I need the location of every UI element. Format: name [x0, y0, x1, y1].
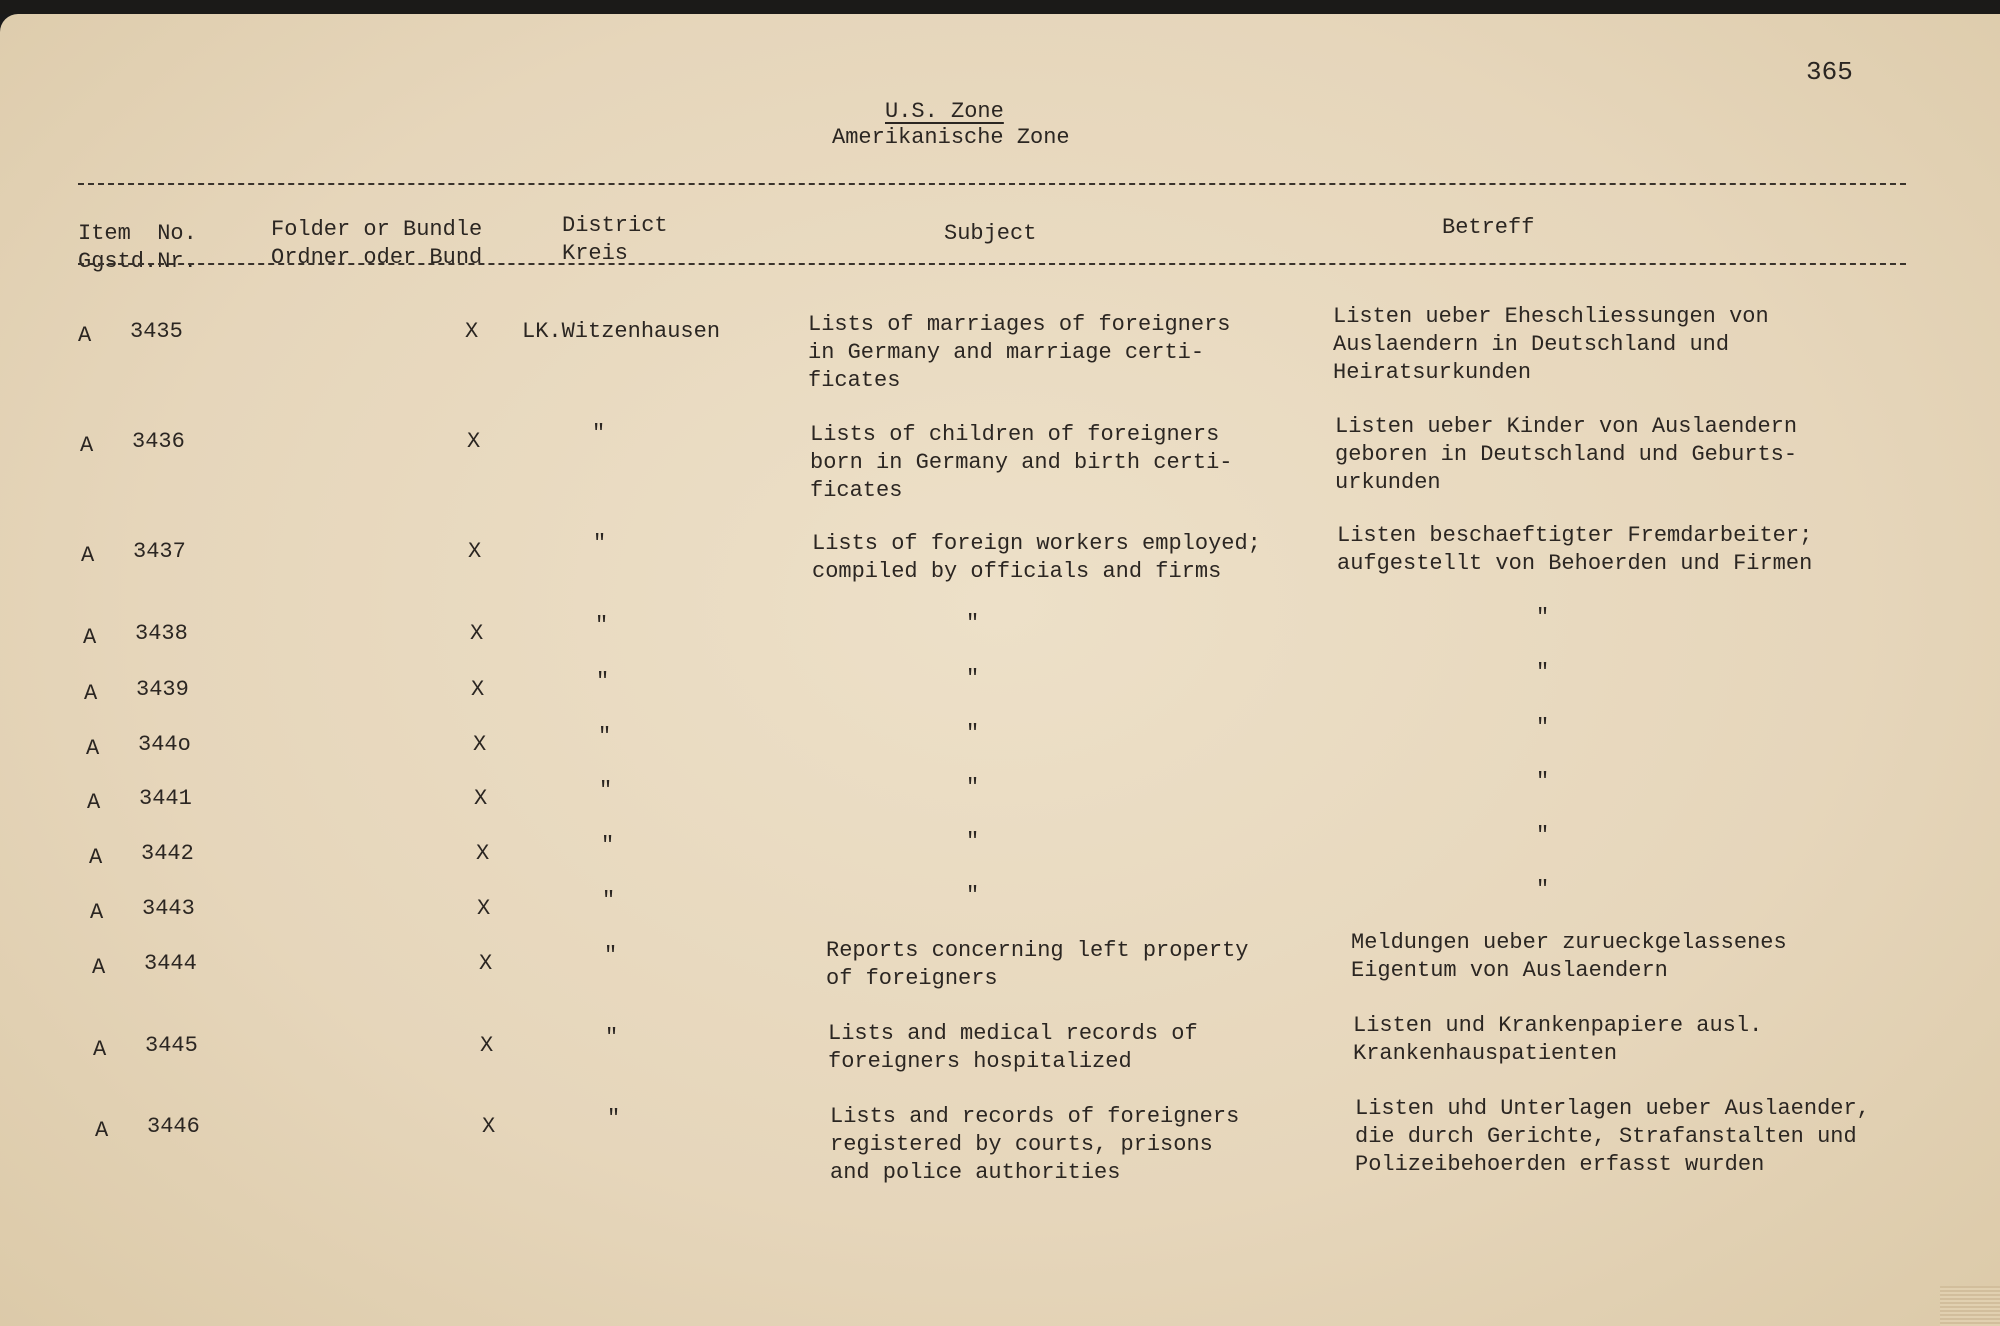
row-item-number: 3445: [145, 1033, 198, 1058]
row-betreff: ": [1536, 877, 1550, 902]
row-betreff: ": [1536, 605, 1550, 630]
row-betreff: Listen ueber Kinder von Auslaendern geboren in Deutschland und Geburts- urkunden: [1335, 414, 1798, 495]
row-subject: ": [966, 883, 980, 908]
header-district: District: [562, 213, 668, 238]
row-subject: ": [966, 829, 980, 854]
row-betreff: ": [1536, 660, 1550, 685]
row-folder: X: [476, 841, 490, 866]
page-number: 365: [1806, 57, 1853, 87]
row-district: ": [592, 421, 606, 446]
row-district: ": [595, 613, 609, 638]
header-folder: Folder or Bundle: [271, 217, 483, 242]
row-letter: A: [89, 845, 103, 870]
header-ggstd: Ggstd.Nr.: [78, 249, 197, 274]
row-item-number: 3439: [136, 677, 189, 702]
row-item-number: 3436: [132, 429, 185, 454]
row-letter: A: [84, 681, 98, 706]
row-folder: X: [482, 1114, 496, 1139]
row-district: ": [598, 724, 612, 749]
row-folder: X: [477, 896, 491, 921]
row-letter: A: [78, 323, 92, 348]
row-item-number: 3446: [147, 1114, 200, 1139]
top-dark-edge: [0, 0, 2000, 14]
row-folder: X: [470, 621, 484, 646]
row-subject: ": [966, 721, 980, 746]
header-top-divider: [78, 183, 1906, 185]
row-item-number: 3437: [133, 539, 186, 564]
row-district: ": [599, 778, 613, 803]
row-betreff: ": [1536, 823, 1550, 848]
row-folder: X: [467, 429, 481, 454]
row-subject: Lists of foreign workers employed; compiled by officials and firms: [812, 531, 1261, 584]
header-betreff: Betreff: [1442, 215, 1535, 240]
row-folder: X: [465, 319, 479, 344]
row-folder: X: [473, 732, 487, 757]
row-district: LK.Witzenhausen: [522, 319, 721, 344]
row-betreff: Listen beschaeftigter Fremdarbeiter; aufgestellt von Behoerden und Firmen: [1337, 523, 1813, 576]
row-subject: Lists of children of foreigners born in Germany and birth certi- ficates: [810, 422, 1233, 503]
row-letter: A: [81, 543, 95, 568]
row-letter: A: [92, 955, 106, 980]
row-letter: A: [93, 1037, 107, 1062]
row-betreff: ": [1536, 769, 1550, 794]
row-folder: X: [474, 786, 488, 811]
row-folder: X: [480, 1033, 494, 1058]
header-ordner: Ordner oder Bund: [271, 245, 483, 270]
row-letter: A: [80, 433, 94, 458]
row-subject: ": [966, 666, 980, 691]
row-district: ": [601, 833, 615, 858]
row-subject: Lists and records of foreigners registered by courts, prisons and police authorities: [830, 1104, 1240, 1185]
row-folder: X: [468, 539, 482, 564]
row-subject: ": [966, 611, 980, 636]
row-item-number: 3441: [139, 786, 192, 811]
row-letter: A: [95, 1118, 109, 1143]
header-kreis: Kreis: [562, 241, 629, 266]
row-letter: A: [86, 736, 100, 761]
row-district: ": [593, 531, 607, 556]
row-district: ": [596, 669, 610, 694]
page-stack-edge: [1940, 1286, 2000, 1326]
title-amerikanische-zone: Amerikanische Zone: [832, 125, 1070, 150]
row-folder: X: [479, 951, 493, 976]
row-district: ": [602, 888, 616, 913]
title-us-zone: U.S. Zone: [885, 99, 1004, 124]
header-item: Item No.: [78, 221, 197, 246]
row-subject: ": [966, 775, 980, 800]
row-letter: A: [90, 900, 104, 925]
header-subject: Subject: [944, 221, 1037, 246]
row-betreff: Listen und Krankenpapiere ausl. Krankenhauspatienten: [1353, 1013, 1763, 1066]
row-item-number: 3443: [142, 896, 195, 921]
row-betreff: Listen uhd Unterlagen ueber Auslaender, die durch Gerichte, Strafanstalten und Polizeibehoerden erfasst wurden: [1355, 1096, 1870, 1177]
row-item-number: 3435: [130, 319, 183, 344]
row-district: ": [605, 1025, 619, 1050]
row-letter: A: [87, 790, 101, 815]
row-subject: Lists of marriages of foreigners in Germany and marriage certi- ficates: [808, 312, 1231, 393]
row-item-number: 3442: [141, 841, 194, 866]
row-subject: Reports concerning left property of foreigners: [826, 938, 1249, 991]
header-bottom-divider: [78, 263, 1906, 265]
row-item-number: 3438: [135, 621, 188, 646]
row-letter: A: [83, 625, 97, 650]
row-betreff: ": [1536, 715, 1550, 740]
row-item-number: 344o: [138, 732, 191, 757]
row-betreff: Meldungen ueber zurueckgelassenes Eigentum von Auslaendern: [1351, 930, 1787, 983]
row-folder: X: [471, 677, 485, 702]
row-district: ": [604, 943, 618, 968]
row-item-number: 3444: [144, 951, 197, 976]
row-betreff: Listen ueber Eheschliessungen von Auslaendern in Deutschland und Heiratsurkunden: [1333, 304, 1769, 385]
row-district: ": [607, 1106, 621, 1131]
row-subject: Lists and medical records of foreigners hospitalized: [828, 1021, 1198, 1074]
